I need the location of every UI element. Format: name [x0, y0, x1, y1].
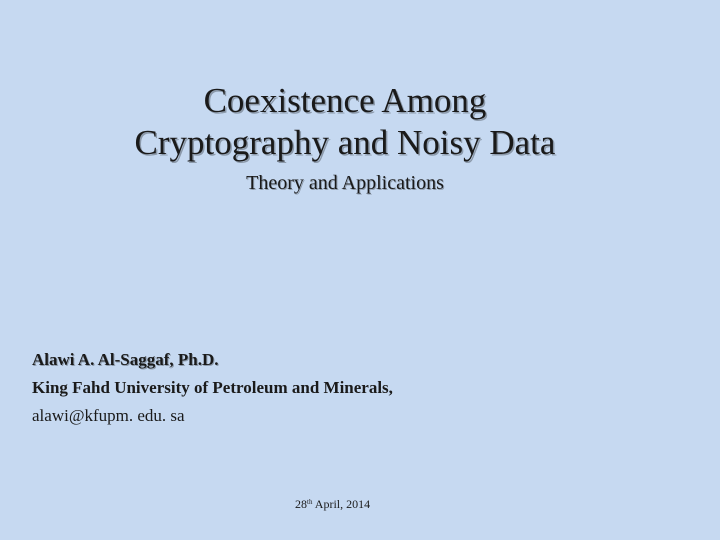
slide-subtitle: Theory and Applications: [246, 172, 444, 194]
date-suffix: th: [307, 498, 313, 506]
presentation-date: [295, 497, 370, 512]
author-name: Alawi A. Al-Saggaf, Ph.D.: [32, 350, 219, 369]
date-rest: April, 2014: [312, 497, 371, 511]
slide-title: [0, 80, 690, 164]
author-affiliation: King Fahd University of Petroleum and Minerals,: [32, 378, 393, 397]
author-block: [32, 346, 393, 430]
title-line-2: Cryptography and Noisy Data: [134, 123, 556, 162]
author-email: alawi@kfupm. edu. sa: [32, 406, 185, 425]
title-line-1: Coexistence Among: [203, 81, 487, 120]
date-day: 28: [295, 497, 307, 511]
